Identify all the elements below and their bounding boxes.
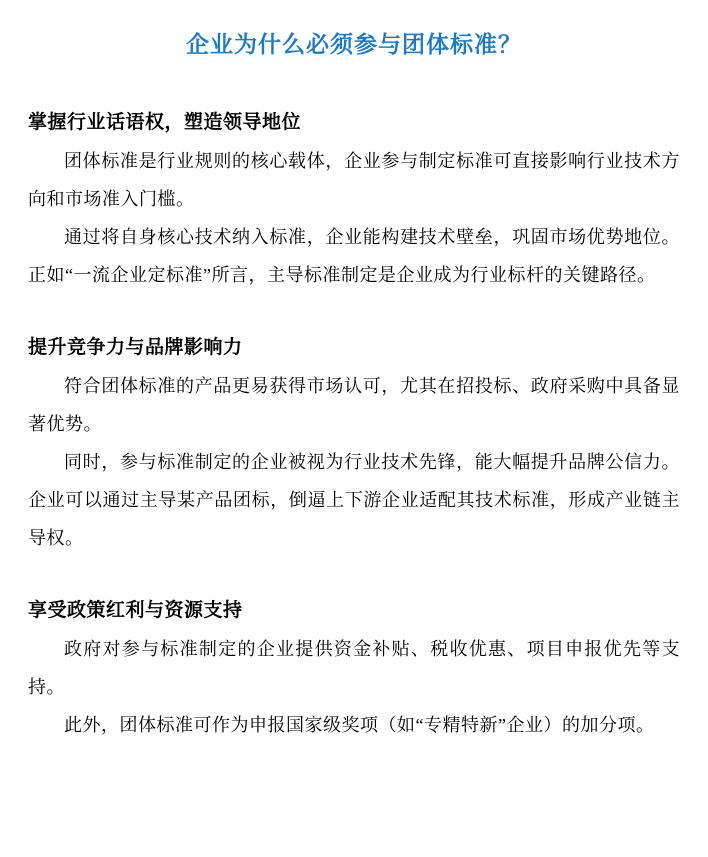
paragraph: 此外，团体标准可作为申报国家级奖项（如“专精特新”企业）的加分项。 xyxy=(64,715,655,735)
paragraph: 政府对参与标准制定的企业提供资金补贴、税收优惠、项目申报优先等支持。 xyxy=(28,639,680,697)
paragraph: 通过将自身核心技术纳入标准，企业能构建技术壁垒，巩固市场优势地位。正如“一流企业定标准”所言，主导标准制定是企业成为行业标杆的关键路径。 xyxy=(28,227,680,285)
page-title: 企业为什么必须参与团体标准？ xyxy=(186,32,522,57)
section-competitiveness xyxy=(28,329,680,557)
section-heading: 掌握行业话语权，塑造领导地位 xyxy=(28,112,302,133)
paragraph: 符合团体标准的产品更易获得市场认可，尤其在招投标、政府采购中具备显著优势。 xyxy=(28,376,680,434)
section-heading: 提升竞争力与品牌影响力 xyxy=(28,337,243,358)
document-page xyxy=(0,32,708,857)
paragraph: 团体标准是行业规则的核心载体，企业参与制定标准可直接影响行业技术方向和市场准入门槛。 xyxy=(28,151,680,209)
section-heading: 享受政策红利与资源支持 xyxy=(28,600,243,621)
paragraph: 同时，参与标准制定的企业被视为行业技术先锋，能大幅提升品牌公信力。企业可以通过主导某产品团标，倒逼上下游企业适配其技术标准，形成产业链主导权。 xyxy=(28,452,680,548)
section-policy-benefits xyxy=(28,592,680,744)
section-industry-voice xyxy=(28,104,680,294)
